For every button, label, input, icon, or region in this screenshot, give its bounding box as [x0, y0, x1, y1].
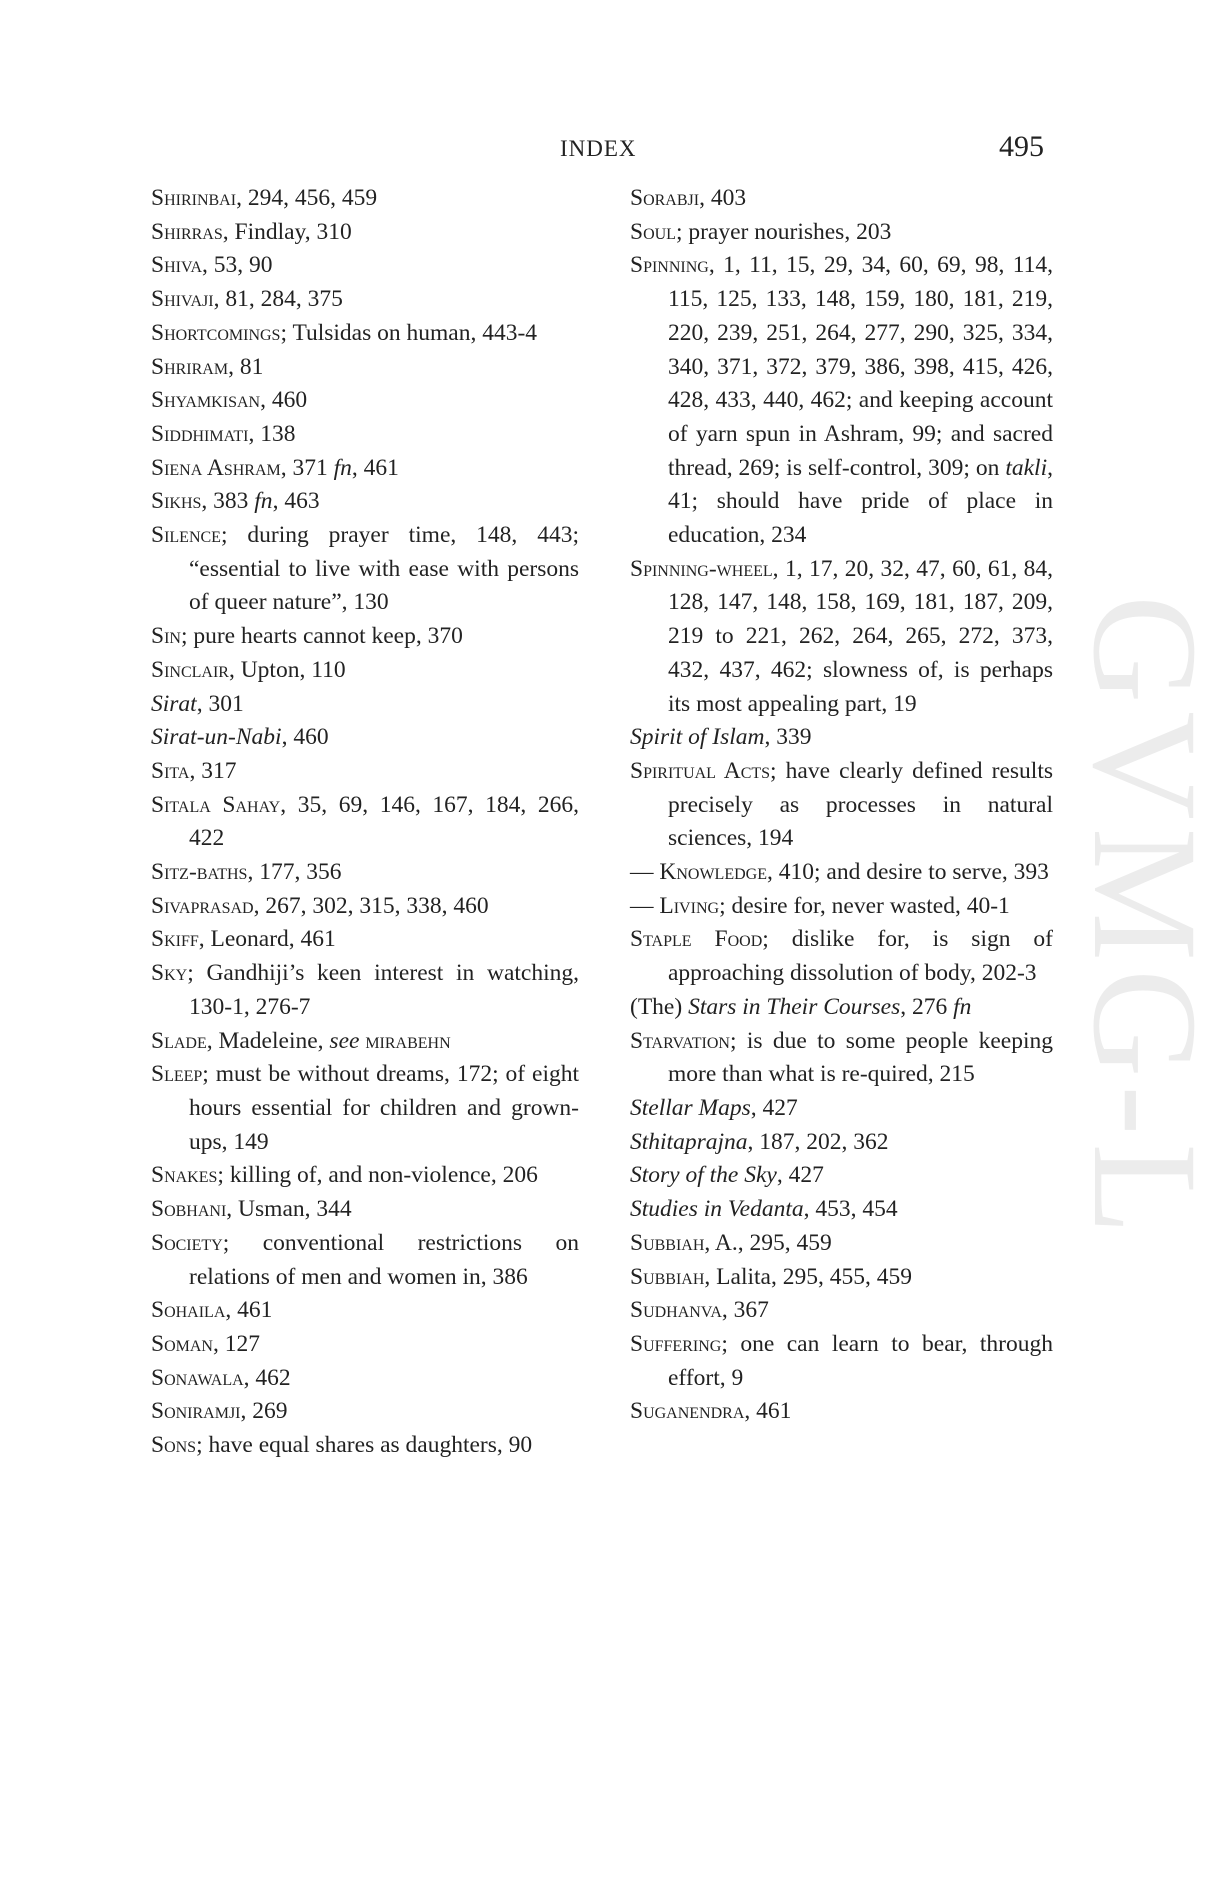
entry-title: Stars in Their Courses: [688, 993, 901, 1020]
entry-separator: ,: [280, 454, 293, 481]
entry-separator: ;: [217, 1162, 230, 1189]
entry-separator: ,: [721, 1297, 734, 1324]
entry-heading: Shyamkisan: [151, 387, 261, 414]
entry-references: Lalita, 295, 455, 459: [716, 1263, 912, 1290]
index-entry: [151, 519, 579, 620]
page-number: 495: [999, 130, 1044, 163]
index-entry: [151, 654, 579, 688]
index-entry: [630, 923, 1053, 990]
index-entry: [151, 216, 579, 250]
entry-heading: Suganendra: [630, 1398, 745, 1425]
index-entry: [630, 721, 1053, 755]
entry-heading: Sita: [151, 757, 190, 784]
entry-separator: ,: [764, 724, 777, 751]
index-entry: [630, 1294, 1053, 1328]
index-entry: [151, 789, 579, 856]
entry-heading: Sons: [151, 1432, 197, 1459]
index-column-right: [630, 182, 1053, 1429]
entry-references: 187, 202, 362: [759, 1128, 889, 1155]
entry-prefix: —: [630, 859, 660, 886]
index-entry: [630, 1159, 1053, 1193]
entry-references: Findlay, 310: [234, 218, 352, 245]
entry-heading: Spinning: [630, 252, 709, 279]
index-entry: [151, 1058, 579, 1159]
entry-separator: ,: [226, 1196, 239, 1223]
entry-heading: Shivaji: [151, 286, 214, 313]
entry-separator: ,: [281, 724, 294, 751]
entry-separator: ,: [750, 1094, 763, 1121]
entry-heading: Sonawala: [151, 1364, 244, 1391]
entry-separator: ,: [803, 1196, 816, 1223]
index-entry: [630, 856, 1053, 890]
index-entry: [630, 249, 1053, 552]
entry-references: 267, 302, 315, 338, 460: [265, 892, 489, 919]
entry-italic: takli: [1005, 454, 1048, 481]
entry-separator: ,: [280, 791, 298, 818]
entry-separator: ,: [236, 185, 248, 211]
entry-heading: Sohaila: [151, 1297, 226, 1324]
entry-title: Stellar Maps: [630, 1094, 751, 1121]
entry-heading: Snakes: [151, 1162, 218, 1189]
entry-separator: ,: [699, 185, 711, 211]
entry-references: 403: [710, 185, 747, 211]
entry-title: Story of the Sky: [630, 1162, 777, 1189]
index-entry: [151, 890, 579, 924]
entry-references: desire for, never wasted, 40-1: [731, 892, 1010, 919]
entry-references: have equal shares as daughters, 90: [208, 1432, 533, 1459]
entry-title: Sirat-un-Nabi: [151, 724, 282, 751]
entry-references-after: , 461: [351, 454, 399, 481]
entry-references: conventional restrictions on relations of men and women in, 386: [189, 1229, 579, 1290]
entry-references: 461: [756, 1398, 792, 1425]
index-entry: [151, 1395, 579, 1429]
index-entry: [630, 553, 1053, 722]
index-entry: [151, 1227, 579, 1294]
index-entry: [151, 418, 579, 452]
index-entry: [630, 755, 1053, 856]
entry-italic: fn: [953, 993, 972, 1020]
entry-separator: ;: [196, 1432, 209, 1459]
entry-separator: ,: [776, 1162, 789, 1189]
entry-references: 138: [260, 420, 296, 447]
entry-separator: ;: [222, 1229, 263, 1256]
index-entry: [151, 384, 579, 418]
entry-separator: ;: [770, 757, 786, 784]
index-entry: [630, 1227, 1053, 1261]
entry-references: prayer nourishes, 203: [688, 218, 892, 245]
index-entry: [630, 1126, 1053, 1160]
entry-references: Leonard, 461: [210, 926, 336, 953]
entry-heading: Spiritual Acts: [630, 757, 771, 784]
entry-title: Sirat: [151, 690, 197, 717]
entry-references: 294, 456, 459: [247, 185, 378, 211]
entry-references: 1, 17, 20, 32, 47, 60, 61, 84, 128, 147, 148, 158, 169, 181, 187, 209, 219 to 221, 262, 264, 265, 272, 373, 432, 437, 462; slowness of, is perhaps its most appealing part, 19: [668, 555, 1054, 717]
entry-heading: Knowledge: [659, 859, 767, 886]
index-column-left: [151, 182, 579, 1463]
entry-separator: ,: [900, 993, 913, 1020]
entry-separator: ,: [201, 488, 214, 515]
entry-heading: Sin: [151, 623, 181, 650]
entry-separator: ,: [212, 1330, 225, 1357]
entry-title: Studies in Vedanta: [630, 1196, 804, 1223]
entry-references: 127: [224, 1330, 260, 1357]
index-entry: [151, 688, 579, 722]
entry-heading: Soniramji: [151, 1398, 241, 1425]
entry-references: 81: [239, 353, 264, 380]
index-entry: [151, 1193, 579, 1227]
index-entry: [630, 991, 1053, 1025]
entry-references: 383: [213, 488, 255, 515]
index-entry: [151, 351, 579, 385]
entry-separator: ;: [202, 1061, 216, 1088]
entry-separator: ;: [280, 319, 293, 346]
entry-references: 371: [292, 454, 334, 481]
entry-references: 339: [776, 724, 812, 751]
entry-references: 461: [237, 1297, 273, 1324]
entry-references: 177, 356: [259, 859, 342, 886]
entry-references: 1, 11, 15, 29, 34, 60, 69, 98, 114, 115, 125, 133, 148, 159, 180, 181, 219, 220, 239, 251, 264, 277, 290, 325, 334, 340, 371, 372, 379, 386, 398, 415, 426, 428, 433, 440, 462; and keeping account of yarn spun in Ashram, 99; and sacred thread, 269; is self-control, 309; on: [668, 252, 1053, 481]
entry-title: Spirit of Islam: [630, 724, 765, 751]
entry-separator: ;: [721, 1330, 741, 1357]
entry-separator: ,: [772, 555, 785, 582]
entry-references: 301: [208, 690, 244, 717]
entry-heading: Sitala Sahay: [151, 791, 281, 818]
entry-separator: ,: [260, 387, 272, 414]
entry-heading: Siena Ashram: [151, 454, 281, 481]
entry-references: 460: [271, 387, 308, 414]
index-entry: [151, 1429, 579, 1463]
index-entry: [630, 1092, 1053, 1126]
entry-prefix: —: [630, 892, 660, 919]
index-entry: [151, 620, 579, 654]
index-entry: [151, 856, 579, 890]
entry-references: dislike for, is sign of approaching dissolution of body, 202-3: [668, 926, 1054, 987]
entry-separator: ;: [187, 960, 207, 987]
entry-references: have clearly defined results precisely as processes in natural sciences, 194: [668, 757, 1053, 852]
entry-heading: Soman: [151, 1330, 213, 1357]
entry-separator: ;: [730, 1027, 747, 1054]
entry-heading: Slade: [151, 1027, 207, 1054]
entry-references: 53, 90: [213, 252, 273, 279]
entry-heading: Sobhani: [151, 1196, 227, 1223]
index-entry: [630, 1193, 1053, 1227]
entry-heading: Skiff: [151, 926, 199, 953]
entry-separator: ,: [767, 859, 779, 886]
entry-heading: Suffering: [630, 1330, 722, 1357]
index-entry: [630, 1261, 1053, 1295]
entry-separator: ,: [704, 1229, 715, 1256]
entry-heading: Sleep: [151, 1061, 203, 1088]
entry-separator: ,: [253, 892, 266, 919]
entry-italic: see: [329, 1027, 360, 1054]
index-entry: [151, 182, 579, 216]
index-entry: [151, 721, 579, 755]
entry-heading: Sorabji: [630, 185, 700, 211]
index-entry: [151, 452, 579, 486]
entry-prefix: (The): [630, 993, 689, 1020]
entry-references: one can learn to bear, through effort, 9: [668, 1330, 1053, 1391]
entry-references-after: , 463: [272, 488, 320, 515]
entry-heading: Sudhanva: [630, 1297, 722, 1324]
entry-heading: Soul: [630, 218, 676, 245]
running-title: INDEX: [560, 136, 637, 161]
entry-separator: ,: [228, 656, 241, 683]
entry-heading: Living: [659, 892, 720, 919]
entry-references: Usman, 344: [238, 1196, 352, 1223]
entry-references: 427: [788, 1162, 824, 1189]
entry-references: pure hearts cannot keep, 370: [193, 623, 463, 650]
entry-separator: ,: [196, 690, 209, 717]
entry-references: Upton, 110: [240, 656, 346, 683]
index-entry: [630, 1328, 1053, 1395]
entry-references: 427: [762, 1094, 798, 1121]
index-entry: [630, 1025, 1053, 1092]
index-entry: [630, 182, 1053, 216]
entry-references: is due to some people keeping more than what is re-quired, 215: [668, 1027, 1053, 1088]
entry-references: 81, 284, 375: [225, 286, 343, 313]
index-entry: [151, 1294, 579, 1328]
entry-references: A., 295, 459: [714, 1229, 832, 1256]
index-entry: [151, 755, 579, 789]
entry-separator: ,: [202, 252, 214, 279]
entry-heading: Sinclair: [151, 656, 229, 683]
entry-references: 453, 454: [815, 1196, 898, 1223]
entry-separator: ;: [220, 522, 248, 549]
index-entry: [151, 1362, 579, 1396]
entry-italic: fn: [333, 454, 352, 481]
entry-separator: ,: [198, 926, 211, 953]
entry-heading: Subbiah: [630, 1263, 705, 1290]
index-entry: [151, 317, 579, 351]
entry-separator: ,: [222, 218, 235, 245]
entry-heading: Subbiah: [630, 1229, 705, 1256]
entry-references: 367: [733, 1297, 769, 1324]
entry-heading: Society: [151, 1229, 223, 1256]
entry-heading: Starvation: [630, 1027, 730, 1054]
entry-references: Gandhiji’s keen interest in watching, 130-1, 276-7: [189, 960, 579, 1020]
index-entry: [151, 923, 579, 957]
entry-separator: ,: [213, 286, 226, 313]
entry-separator: ,: [744, 1398, 757, 1425]
entry-separator: ,: [240, 1398, 253, 1425]
index-entry: [151, 1328, 579, 1362]
entry-separator: ,: [247, 859, 260, 886]
entry-title: Sthitaprajna: [630, 1128, 748, 1155]
entry-references: 269: [252, 1398, 288, 1425]
entry-references: 410; and desire to serve, 393: [778, 859, 1049, 886]
entry-heading: Shirras: [151, 218, 223, 245]
entry-references: Madeleine,: [218, 1027, 330, 1054]
entry-references: must be without dreams, 172; of eight hours essential for children and grown-ups, 149: [189, 1061, 579, 1155]
index-entry: [151, 485, 579, 519]
entry-heading: Spinning-wheel: [630, 555, 773, 582]
index-entry: [630, 1395, 1053, 1429]
entry-heading: Sikhs: [151, 488, 202, 515]
index-entry: [630, 216, 1053, 250]
entry-separator: ,: [206, 1027, 219, 1054]
entry-heading: Shirinbai: [151, 185, 237, 211]
entry-references-after: , 41; should have pride of place in education, 234: [668, 454, 1053, 549]
entry-heading: Silence: [151, 522, 221, 549]
entry-heading: Staple Food: [630, 926, 763, 953]
entry-cross-reference: mirabehn: [365, 1027, 451, 1054]
index-entry: [151, 1025, 579, 1059]
entry-separator: ,: [248, 420, 261, 447]
watermark: GVMG-L: [1062, 595, 1228, 1243]
entry-heading: Shiva: [151, 252, 202, 279]
index-entry: [151, 957, 579, 1024]
entry-italic: fn: [254, 488, 273, 515]
index-entry: [151, 1159, 579, 1193]
entry-separator: ;: [180, 623, 194, 650]
entry-references: 462: [255, 1364, 291, 1391]
entry-separator: ;: [675, 218, 689, 245]
entry-heading: Siddhimati: [151, 420, 249, 447]
index-entry: [151, 249, 579, 283]
entry-separator: ,: [708, 252, 724, 279]
entry-heading: Sky: [151, 960, 188, 987]
entry-references: 35, 69, 146, 167, 184, 266, 422: [189, 791, 580, 852]
entry-separator: ;: [719, 892, 732, 919]
entry-heading: Sivaprasad: [151, 892, 254, 919]
entry-references: Tulsidas on human, 443-4: [292, 319, 538, 346]
entry-separator: ,: [225, 1297, 238, 1324]
entry-separator: ,: [243, 1364, 256, 1391]
index-entry: [151, 283, 579, 317]
entry-heading: Shriram: [151, 353, 229, 380]
entry-separator: ,: [704, 1263, 717, 1290]
entry-references: during prayer time, 148, 443; “essential to live with ease with persons of queer nature”, 130: [189, 522, 579, 616]
entry-references: killing of, and non-violence, 206: [229, 1162, 538, 1189]
entry-separator: ,: [747, 1128, 760, 1155]
entry-references: 276: [912, 993, 954, 1020]
entry-heading: Shortcomings: [151, 319, 281, 346]
entry-separator: ,: [228, 353, 240, 380]
page-header: [0, 132, 1229, 172]
entry-separator: ,: [189, 757, 202, 784]
entry-separator: ;: [762, 926, 792, 953]
entry-references: 317: [201, 757, 237, 784]
entry-heading: Sitz-baths: [151, 859, 248, 886]
index-entry: [630, 890, 1053, 924]
entry-references: 460: [293, 724, 329, 751]
